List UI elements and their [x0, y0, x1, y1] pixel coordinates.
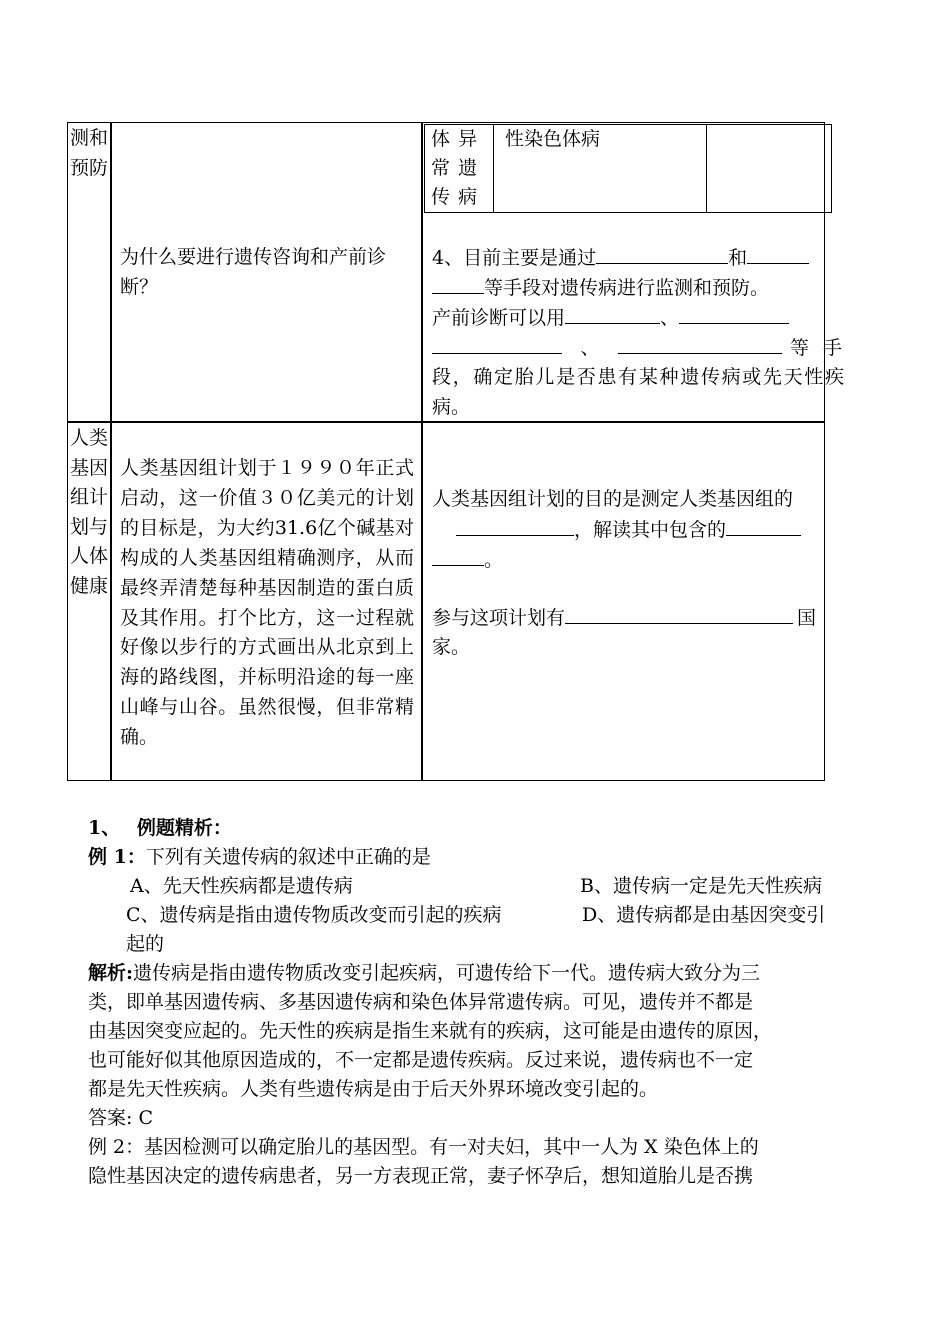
item4-and: 和: [728, 247, 748, 269]
example2-line1: 例 2：基因检测可以确定胎儿的基因型。有一对夫妇，其中一人为 X 染色体上的: [88, 1136, 759, 1158]
row2-description: 人类基因组计划于１９９０年正式启动，这一价值３０亿美元的计划的目标是，为大约31.6亿个碱基对构成的人类基因组精确测序，从而最终弄清楚每种基因制造的蛋白质及其作用。打个比方，这一过程就好像以步行的方式画出从北京到上海的路线图，并标明沿途的每一座山峰与山谷。虽然很慢，但非常精确。: [120, 457, 414, 749]
inner-divider-2: [706, 124, 707, 213]
item4-tail: 等手段对遗传病进行监测和预防。: [484, 277, 770, 299]
item4-prefix: 4、目前主要是通过: [432, 247, 597, 269]
analysis-line4: 也可能好似其他原因造成的，不一定都是遗传疾病。反过来说，遗传病也不一定: [88, 1049, 754, 1071]
goal-line3: [432, 545, 844, 576]
prenatal-line1: [432, 303, 844, 334]
item4-line2: [432, 273, 844, 304]
goal-mid: ，解读其中包含的: [574, 519, 727, 541]
row1-question: 为什么要进行遗传咨询和产前诊断？: [120, 246, 387, 298]
example2-line2: 隐性基因决定的遗传病患者，另一方表现正常，妻子怀孕后，想知道胎儿是否携: [88, 1165, 754, 1187]
example1-label: 例 1：: [88, 846, 146, 868]
example1-question-line: [88, 843, 878, 872]
prenatal-prefix: 产前诊断可以用: [432, 307, 566, 329]
analysis-line2: 类，即单基因遗传病、多基因遗传病和染色体异常遗传病。可见，遗传并不都是: [88, 991, 754, 1013]
row2-label: 人类基因组计划与人体健康: [69, 427, 108, 597]
prenatal-tail: 段，确定胎儿是否患有某种遗传病或先天性疾病。: [432, 366, 844, 418]
section-heading: [88, 814, 878, 843]
example1-question: 下列有关遗传病的叙述中正确的是: [145, 846, 431, 868]
prenatal-line2: [432, 333, 857, 364]
blank-goal-1[interactable]: [456, 515, 574, 536]
analysis-text-1: 遗传病是指由遗传物质改变引起疾病，可遗传给下一代。遗传病大致分为三: [133, 962, 761, 984]
blank-method-2b[interactable]: [432, 273, 484, 294]
blank-prenatal-2a[interactable]: [679, 303, 789, 324]
item4-line1: [432, 243, 844, 274]
participate-prefix: 参与这项计划有: [432, 607, 566, 629]
blank-goal-2a[interactable]: [726, 515, 801, 536]
participate-line1: [432, 603, 844, 634]
prenatal-sep2: 、: [580, 337, 600, 359]
inner-mid-cell: 性染色体病: [505, 128, 601, 150]
option-c: C、遗传病是指由遗传物质改变而引起的疾病: [126, 904, 502, 926]
prenatal-deng: 等手: [790, 337, 857, 359]
inner-left-cell: 体异常遗传病: [431, 128, 486, 208]
goal-line1: 人类基因组计划的目的是测定人类基因组的: [432, 488, 794, 510]
blank-prenatal-3[interactable]: [618, 333, 782, 354]
option-d-line2: 起的: [126, 933, 165, 955]
goal-end: 。: [484, 549, 504, 571]
participate-line2: 家。: [432, 636, 471, 658]
inner-divider-1: [493, 124, 494, 213]
analysis-label: 解析:: [88, 962, 134, 984]
option-d-line1: D、遗传病都是由基因突变引: [582, 904, 826, 926]
option-b: B、遗传病一定是先天性疾病: [580, 875, 822, 897]
blank-participate[interactable]: [565, 603, 793, 624]
analysis-line3: 由基因突变应起的。先天性的疾病是指生来就有的疾病，这可能是由遗传的原因，: [88, 1020, 773, 1042]
blank-goal-2b[interactable]: [432, 545, 484, 566]
participate-suffix: 国: [797, 607, 817, 629]
goal-line2: [432, 515, 844, 546]
blank-method-2a[interactable]: [747, 243, 809, 264]
column-divider-2: [421, 122, 423, 781]
prenatal-sep1: 、: [660, 307, 680, 329]
blank-prenatal-1[interactable]: [565, 303, 660, 324]
column-divider-1: [110, 122, 112, 781]
analysis-line1: [88, 959, 878, 988]
row1-label: 测和预防: [69, 127, 108, 179]
answer: 答案: C: [88, 1107, 153, 1129]
blank-prenatal-2b[interactable]: [432, 333, 562, 354]
section-heading-num: 1、: [88, 817, 121, 839]
blank-method-1[interactable]: [596, 243, 728, 264]
analysis-line5: 都是先天性疾病。人类有些遗传病是由于后天外界环境改变引起的。: [88, 1078, 659, 1100]
option-a: A、先天性疾病都是遗传病: [130, 875, 353, 897]
section-heading-text: 例题精析：: [136, 817, 232, 839]
